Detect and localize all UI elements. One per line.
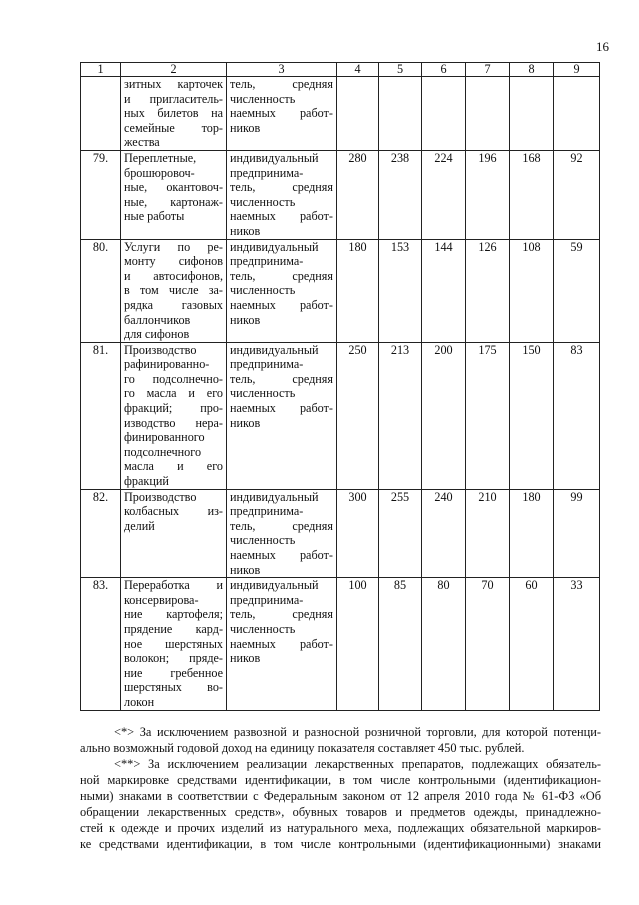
cell-text-line: ное шерстяных — [124, 636, 223, 651]
cell-text-line: брошюровоч- — [124, 165, 195, 180]
value-cell: 100 — [337, 578, 379, 710]
cell-text-line: Переплетные, — [124, 150, 197, 165]
cell-text-line: численность — [230, 533, 296, 548]
cell-text-line: индивидуальный — [230, 578, 319, 593]
value-cell: 70 — [466, 578, 510, 710]
cell-text-line: рафинированно- — [124, 357, 210, 372]
value-cell: 59 — [554, 239, 600, 342]
cell-text-line: для сифонов — [124, 327, 190, 342]
payer-category — [227, 150, 337, 239]
column-header: 5 — [379, 63, 422, 77]
activity-name — [121, 239, 227, 342]
payer-category — [227, 489, 337, 578]
cell-text-line: финированного — [124, 430, 205, 445]
cell-text-line: шерстяных во- — [124, 680, 223, 695]
cell-text-line: фракций — [124, 474, 169, 489]
column-header: 9 — [554, 63, 600, 77]
value-cell — [554, 77, 600, 151]
value-cell: 83 — [554, 342, 600, 489]
cell-text-line: го масла и его — [124, 386, 223, 401]
cell-text-line: численность — [230, 194, 296, 209]
cell-text-line: ников — [230, 651, 261, 666]
cell-text-line: наемных работ- — [230, 401, 333, 416]
footnote-line: ными) знаками в соответствии с Федеральным законом от 12 апреля 2010 года № 61-ФЗ «Об — [80, 789, 601, 803]
value-cell: 108 — [510, 239, 554, 342]
value-cell: 150 — [510, 342, 554, 489]
value-cell: 213 — [379, 342, 422, 489]
cell-text-line: ные работы — [124, 209, 185, 224]
column-header: 3 — [227, 63, 337, 77]
cell-text-line: наемных работ- — [230, 297, 333, 312]
value-cell: 255 — [379, 489, 422, 578]
cell-text-line: Переработка и — [124, 578, 223, 593]
value-cell: 144 — [422, 239, 466, 342]
value-cell — [422, 77, 466, 151]
cell-text-line: индивидуальный — [230, 342, 319, 357]
activity-name — [121, 578, 227, 710]
cell-text-line: тель, средняя — [230, 607, 333, 622]
value-cell: 300 — [337, 489, 379, 578]
value-cell: 196 — [466, 150, 510, 239]
value-cell: 180 — [337, 239, 379, 342]
cell-text-line: наемных работ- — [230, 636, 333, 651]
cell-text-line: наемных работ- — [230, 106, 333, 121]
cell-text-line: масла и его — [124, 459, 223, 474]
column-header: 2 — [121, 63, 227, 77]
cell-text-line: предпринима- — [230, 165, 304, 180]
row-number: 80. — [81, 239, 121, 342]
column-header: 1 — [81, 63, 121, 77]
value-cell: 240 — [422, 489, 466, 578]
cell-text-line: ных билетов на — [124, 106, 223, 121]
tax-table — [80, 62, 600, 711]
column-header: 8 — [510, 63, 554, 77]
cell-text-line: в том числе за- — [124, 283, 223, 298]
cell-text-line: колбасных из- — [124, 504, 223, 519]
cell-text-line: предпринима- — [230, 254, 304, 269]
footnote-2 — [80, 756, 601, 852]
cell-text-line: изводство нера- — [124, 415, 223, 430]
payer-category — [227, 578, 337, 710]
value-cell: 175 — [466, 342, 510, 489]
cell-text-line: ников — [230, 120, 261, 135]
value-cell: 99 — [554, 489, 600, 578]
footnote-line: ально возможный годовой доход на единицу показателя составляет 450 тыс. рублей. — [80, 741, 525, 755]
cell-text-line: тель, средняя — [230, 268, 333, 283]
cell-text-line: баллончиков — [124, 312, 191, 327]
cell-text-line: локон — [124, 694, 155, 709]
value-cell: 200 — [422, 342, 466, 489]
cell-text-line: индивидуальный — [230, 150, 319, 165]
cell-text-line: ные, окантовоч- — [124, 180, 223, 195]
value-cell: 224 — [422, 150, 466, 239]
cell-text-line: индивидуальный — [230, 489, 319, 504]
value-cell: 168 — [510, 150, 554, 239]
value-cell: 85 — [379, 578, 422, 710]
activity-name — [121, 489, 227, 578]
cell-text-line: прядение кард- — [124, 621, 223, 636]
cell-text-line: тель, средняя — [230, 77, 333, 91]
payer-category — [227, 239, 337, 342]
table-row — [81, 342, 600, 489]
cell-text-line: жества — [124, 135, 160, 150]
value-cell: 250 — [337, 342, 379, 489]
footnote-line: <**> За исключением реализации лекарственных препаратов, подлежащих обязатель- — [114, 757, 601, 771]
table-row — [81, 239, 600, 342]
cell-text-line: подсолнечного — [124, 444, 202, 459]
cell-text-line: Услуги по ре- — [124, 239, 223, 254]
value-cell — [337, 77, 379, 151]
footnote-line: стей к одежде и прочих изделий из натурального меха, подлежащих обязательной маркиров- — [80, 821, 601, 835]
cell-text-line: ние гребенное — [124, 665, 223, 680]
column-header: 7 — [466, 63, 510, 77]
row-number: 79. — [81, 150, 121, 239]
cell-text-line: численность — [230, 621, 296, 636]
cell-text-line: ников — [230, 562, 261, 577]
value-cell: 60 — [510, 578, 554, 710]
activity-name — [121, 77, 227, 151]
footnote-line: <*> За исключением развозной и разносной розничной торговли, для которой потенци- — [114, 725, 601, 739]
cell-text-line: и автосифонов, — [124, 268, 223, 283]
cell-text-line: тель, средняя — [230, 518, 333, 533]
activity-name — [121, 150, 227, 239]
cell-text-line: тель, средняя — [230, 180, 333, 195]
column-header: 6 — [422, 63, 466, 77]
value-cell: 210 — [466, 489, 510, 578]
payer-category — [227, 77, 337, 151]
cell-text-line: монту сифонов — [124, 254, 223, 269]
table-row — [81, 578, 600, 710]
value-cell — [510, 77, 554, 151]
header-row — [81, 63, 600, 77]
cell-text-line: зитных карточек — [124, 77, 223, 91]
value-cell — [379, 77, 422, 151]
cell-text-line: предпринима- — [230, 357, 304, 372]
row-number: 81. — [81, 342, 121, 489]
page-number: 16 — [596, 39, 609, 54]
row-number — [81, 77, 121, 151]
cell-text-line: волокон; пряде- — [124, 651, 223, 666]
value-cell: 33 — [554, 578, 600, 710]
value-cell: 180 — [510, 489, 554, 578]
cell-text-line: рядка газовых — [124, 297, 223, 312]
payer-category — [227, 342, 337, 489]
value-cell: 238 — [379, 150, 422, 239]
cell-text-line: консервирова- — [124, 592, 199, 607]
cell-text-line: фракций; про- — [124, 401, 223, 416]
table-row — [81, 489, 600, 578]
footnote-line: ной маркировке средствами идентификации, в том числе контрольными (идентификацион- — [80, 773, 601, 787]
cell-text-line: численность — [230, 91, 296, 106]
cell-text-line: делий — [124, 518, 155, 533]
value-cell — [466, 77, 510, 151]
cell-text-line: наемных работ- — [230, 209, 333, 224]
cell-text-line: Производство — [124, 342, 197, 357]
table-row — [81, 150, 600, 239]
cell-text-line: Производство — [124, 489, 197, 504]
footnote-line: обращении лекарственных средств», обувных товаров и предметов одежды, принадлежно- — [80, 805, 601, 819]
value-cell: 92 — [554, 150, 600, 239]
cell-text-line: ников — [230, 415, 261, 430]
footnotes — [80, 724, 601, 852]
cell-text-line: предпринима- — [230, 592, 304, 607]
cell-text-line: семейные тор- — [124, 120, 223, 135]
row-number: 82. — [81, 489, 121, 578]
value-cell: 153 — [379, 239, 422, 342]
activity-name — [121, 342, 227, 489]
cell-text-line: численность — [230, 283, 296, 298]
value-cell: 126 — [466, 239, 510, 342]
footnote-1 — [80, 724, 601, 756]
cell-text-line: тель, средняя — [230, 371, 333, 386]
cell-text-line: наемных работ- — [230, 548, 333, 562]
row-number: 83. — [81, 578, 121, 710]
cell-text-line: ников — [230, 312, 261, 327]
cell-text-line: индивидуальный — [230, 239, 319, 254]
cell-text-line: ние картофеля; — [124, 607, 223, 622]
cell-text-line: го подсолнечно- — [124, 371, 223, 386]
value-cell: 280 — [337, 150, 379, 239]
table-row — [81, 77, 600, 151]
footnote-line: ке средствами идентификации, в том числе контрольными (идентификационными) знаками — [80, 837, 601, 851]
cell-text-line: ные, картонаж- — [124, 194, 223, 209]
cell-text-line: и пригласитель- — [124, 91, 223, 106]
value-cell: 80 — [422, 578, 466, 710]
column-header: 4 — [337, 63, 379, 77]
cell-text-line: ников — [230, 223, 261, 238]
cell-text-line: предпринима- — [230, 504, 304, 519]
cell-text-line: численность — [230, 386, 296, 401]
